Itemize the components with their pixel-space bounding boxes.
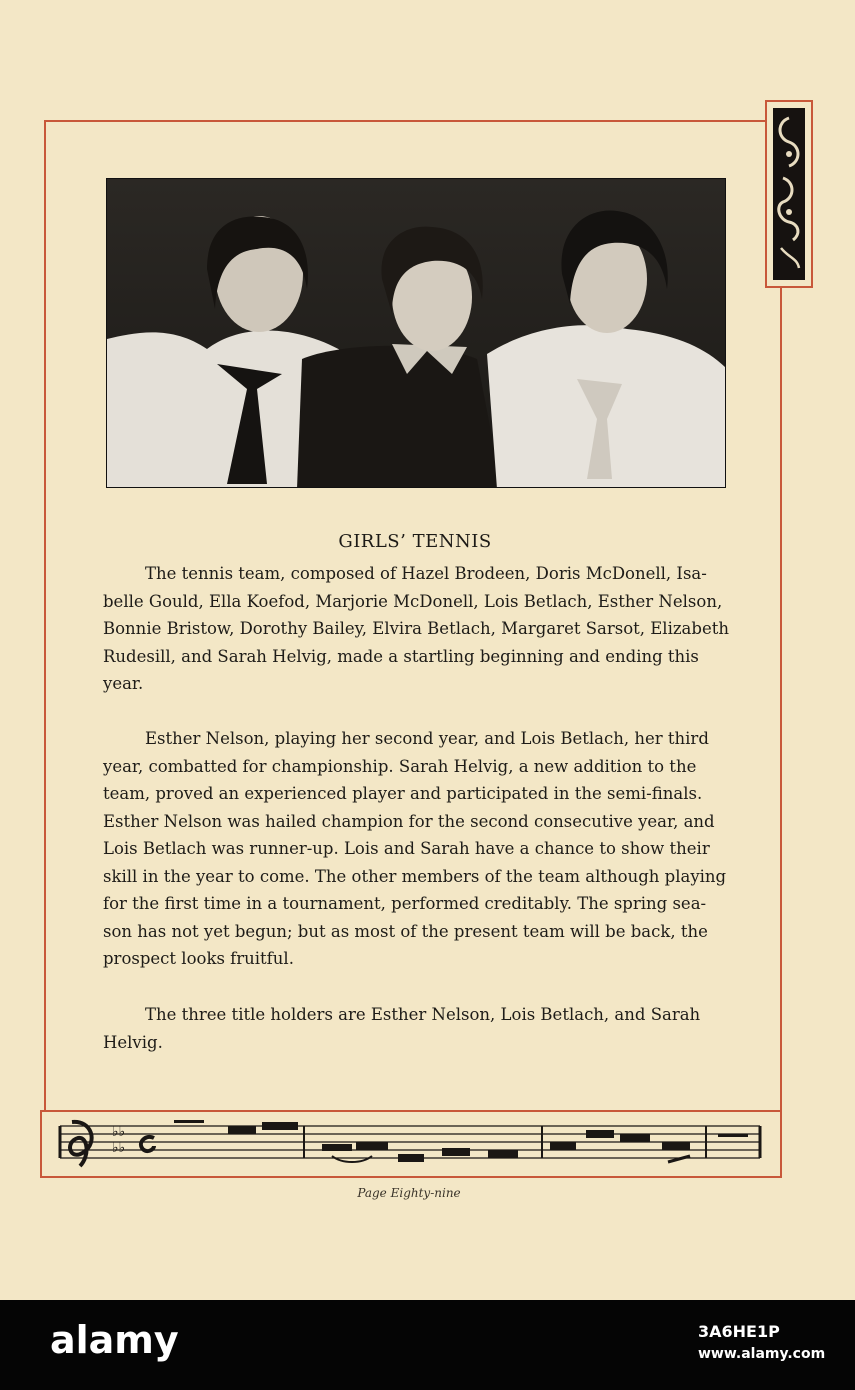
team-photo	[106, 178, 726, 488]
team-photo-image	[107, 179, 726, 488]
text-line: Bonnie Bristow, Dorothy Bailey, Elvira Betlach, Margaret Sarsot, Elizabeth	[103, 619, 729, 638]
text-line: Rudesill, and Sarah Helvig, made a startling beginning and ending this	[103, 646, 699, 666]
corner-ornament	[765, 100, 813, 288]
text-line: Esther Nelson, playing her second year, and Lois Betlach, her third	[145, 729, 709, 748]
text-line: Lois Betlach was runner-up. Lois and Sarah have a chance to show their	[103, 839, 710, 858]
text-line: prospect looks fruitful.	[103, 949, 294, 968]
page-number: Page Eighty-nine	[357, 1186, 461, 1200]
text-line: belle Gould, Ella Koefod, Marjorie McDonell, Lois Betlach, Esther Nelson,	[103, 591, 723, 611]
monogram-ornament-icon	[773, 108, 805, 280]
text-line: team, proved an experienced player and participated in the semi-finals.	[103, 784, 703, 803]
music-staff-border	[40, 1110, 782, 1178]
text-line: year, combatted for championship. Sarah Helvig, a new addition to the	[103, 756, 697, 776]
text-line: skill in the year to come. The other members of the team although playing	[103, 866, 727, 886]
text-line: Esther Nelson was hailed champion for the second consecutive year, and	[103, 811, 715, 831]
text-line: for the first time in a tournament, performed creditably. The spring sea-	[103, 894, 707, 913]
paragraph-title-holders	[103, 1001, 723, 1056]
svg-text:♭♭: ♭♭	[112, 1124, 126, 1140]
text-line: The three title holders are Esther Nelson, Lois Betlach, and Sarah	[145, 1005, 701, 1024]
paragraph-team-members	[103, 560, 729, 698]
article-heading: GIRLS’ TENNIS	[338, 531, 492, 552]
paragraph-championship	[103, 725, 727, 973]
stock-logo: alamy	[50, 1318, 179, 1362]
text-line: son has not yet begun; but as most of the present team will be back, the	[103, 921, 708, 941]
svg-text:♭♭: ♭♭	[112, 1140, 126, 1156]
text-line: The tennis team, composed of Hazel Brodeen, Doris McDonell, Isa-	[145, 564, 707, 583]
text-line: year.	[103, 674, 144, 693]
stock-url: www.alamy.com	[698, 1346, 826, 1362]
stock-image-id: 3A6HE1P	[698, 1322, 780, 1341]
text-line: Helvig.	[103, 1032, 163, 1052]
music-notes-icon	[42, 1112, 780, 1176]
